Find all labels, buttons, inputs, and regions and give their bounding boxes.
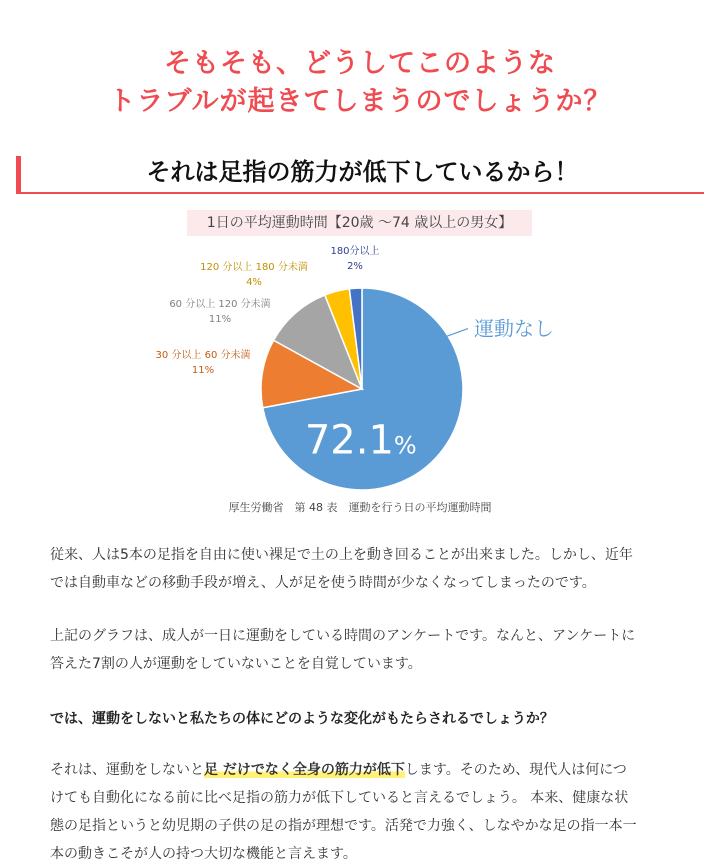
paragraph-4-line-2: けても自動化になる前に比べ足指の筋力が低下していると言えるでしょう。 本来、健康な状 [50, 790, 629, 806]
pie-leader-line-0 [446, 329, 468, 337]
section-heading-text: それは足指の筋力が低下しているから！ [146, 158, 579, 186]
section-heading [16, 156, 704, 194]
paragraph-4 [50, 756, 680, 868]
paragraph-4-line-1 [50, 756, 680, 784]
paragraph-4-line-4: 本の動きこそが人の持つ大切な機能と言えます。 [50, 846, 357, 862]
paragraph-1 [50, 541, 680, 597]
paragraph-4-line-3: 態の足指というと幼児期の子供の足の指が理想です。活発で力強く、しなやかな足の指一本一 [50, 818, 637, 834]
headline [0, 45, 720, 121]
headline-line-1: そもそも、どうしてこのような [164, 48, 556, 79]
chart-source-note: 厚生労働省 第 48 表 運動を行う日の平均運動時間 [228, 501, 492, 514]
highlighted-text: 足 だけでなく全身の筋力が低下 [204, 762, 405, 778]
headline-line-2: トラブルが起きてしまうのでしょうか？ [108, 86, 612, 117]
pie-category-label-2: 60 分以上 120 分未満 [169, 299, 271, 310]
pie-value-label-4: 2% [347, 261, 363, 272]
paragraph-2 [50, 622, 680, 678]
paragraph-1-line-1: 従来、人は5本の足指を自由に使い裸足で土の上を動き回ることが出来ました。しかし、近年 [50, 547, 633, 563]
pie-category-label-3: 120 分以上 180 分未満 [200, 262, 308, 273]
pie-value-label-2: 11% [208, 314, 232, 325]
pie-category-label-0: 運動なし [473, 316, 554, 341]
paragraph-2-line-2: 答えた7割の人が運動をしていないことを自覚しています。 [50, 656, 422, 672]
paragraph-4-pre: それは、運動をしないと [50, 762, 204, 778]
pie-value-label-0: 72.1% [304, 417, 417, 464]
pie-chart [0, 240, 720, 498]
question-paragraph: では、運動をしないと私たちの体にどのような変化がもたらされるでしょうか？ [50, 711, 554, 727]
paragraph-1-line-2: では自動車などの移動手段が増え、人が足を使う時間が少なくなってしまったのです。 [50, 575, 596, 591]
paragraph-2-line-1: 上記のグラフは、成人が一日に運動をしている時間のアンケートです。なんと、アンケートに [50, 628, 636, 644]
paragraph-4-post: します。そのため、現代人は何につ [404, 762, 627, 778]
chart-title: 1日の平均運動時間【20歳 ～74 歳以上の男女】 [187, 210, 532, 236]
pie-category-label-4: 180分以上 [330, 246, 380, 257]
pie-value-label-3: 4% [246, 277, 262, 288]
pie-category-label-1: 30 分以上 60 分未満 [155, 350, 251, 361]
pie-value-label-1: 11% [191, 365, 215, 376]
